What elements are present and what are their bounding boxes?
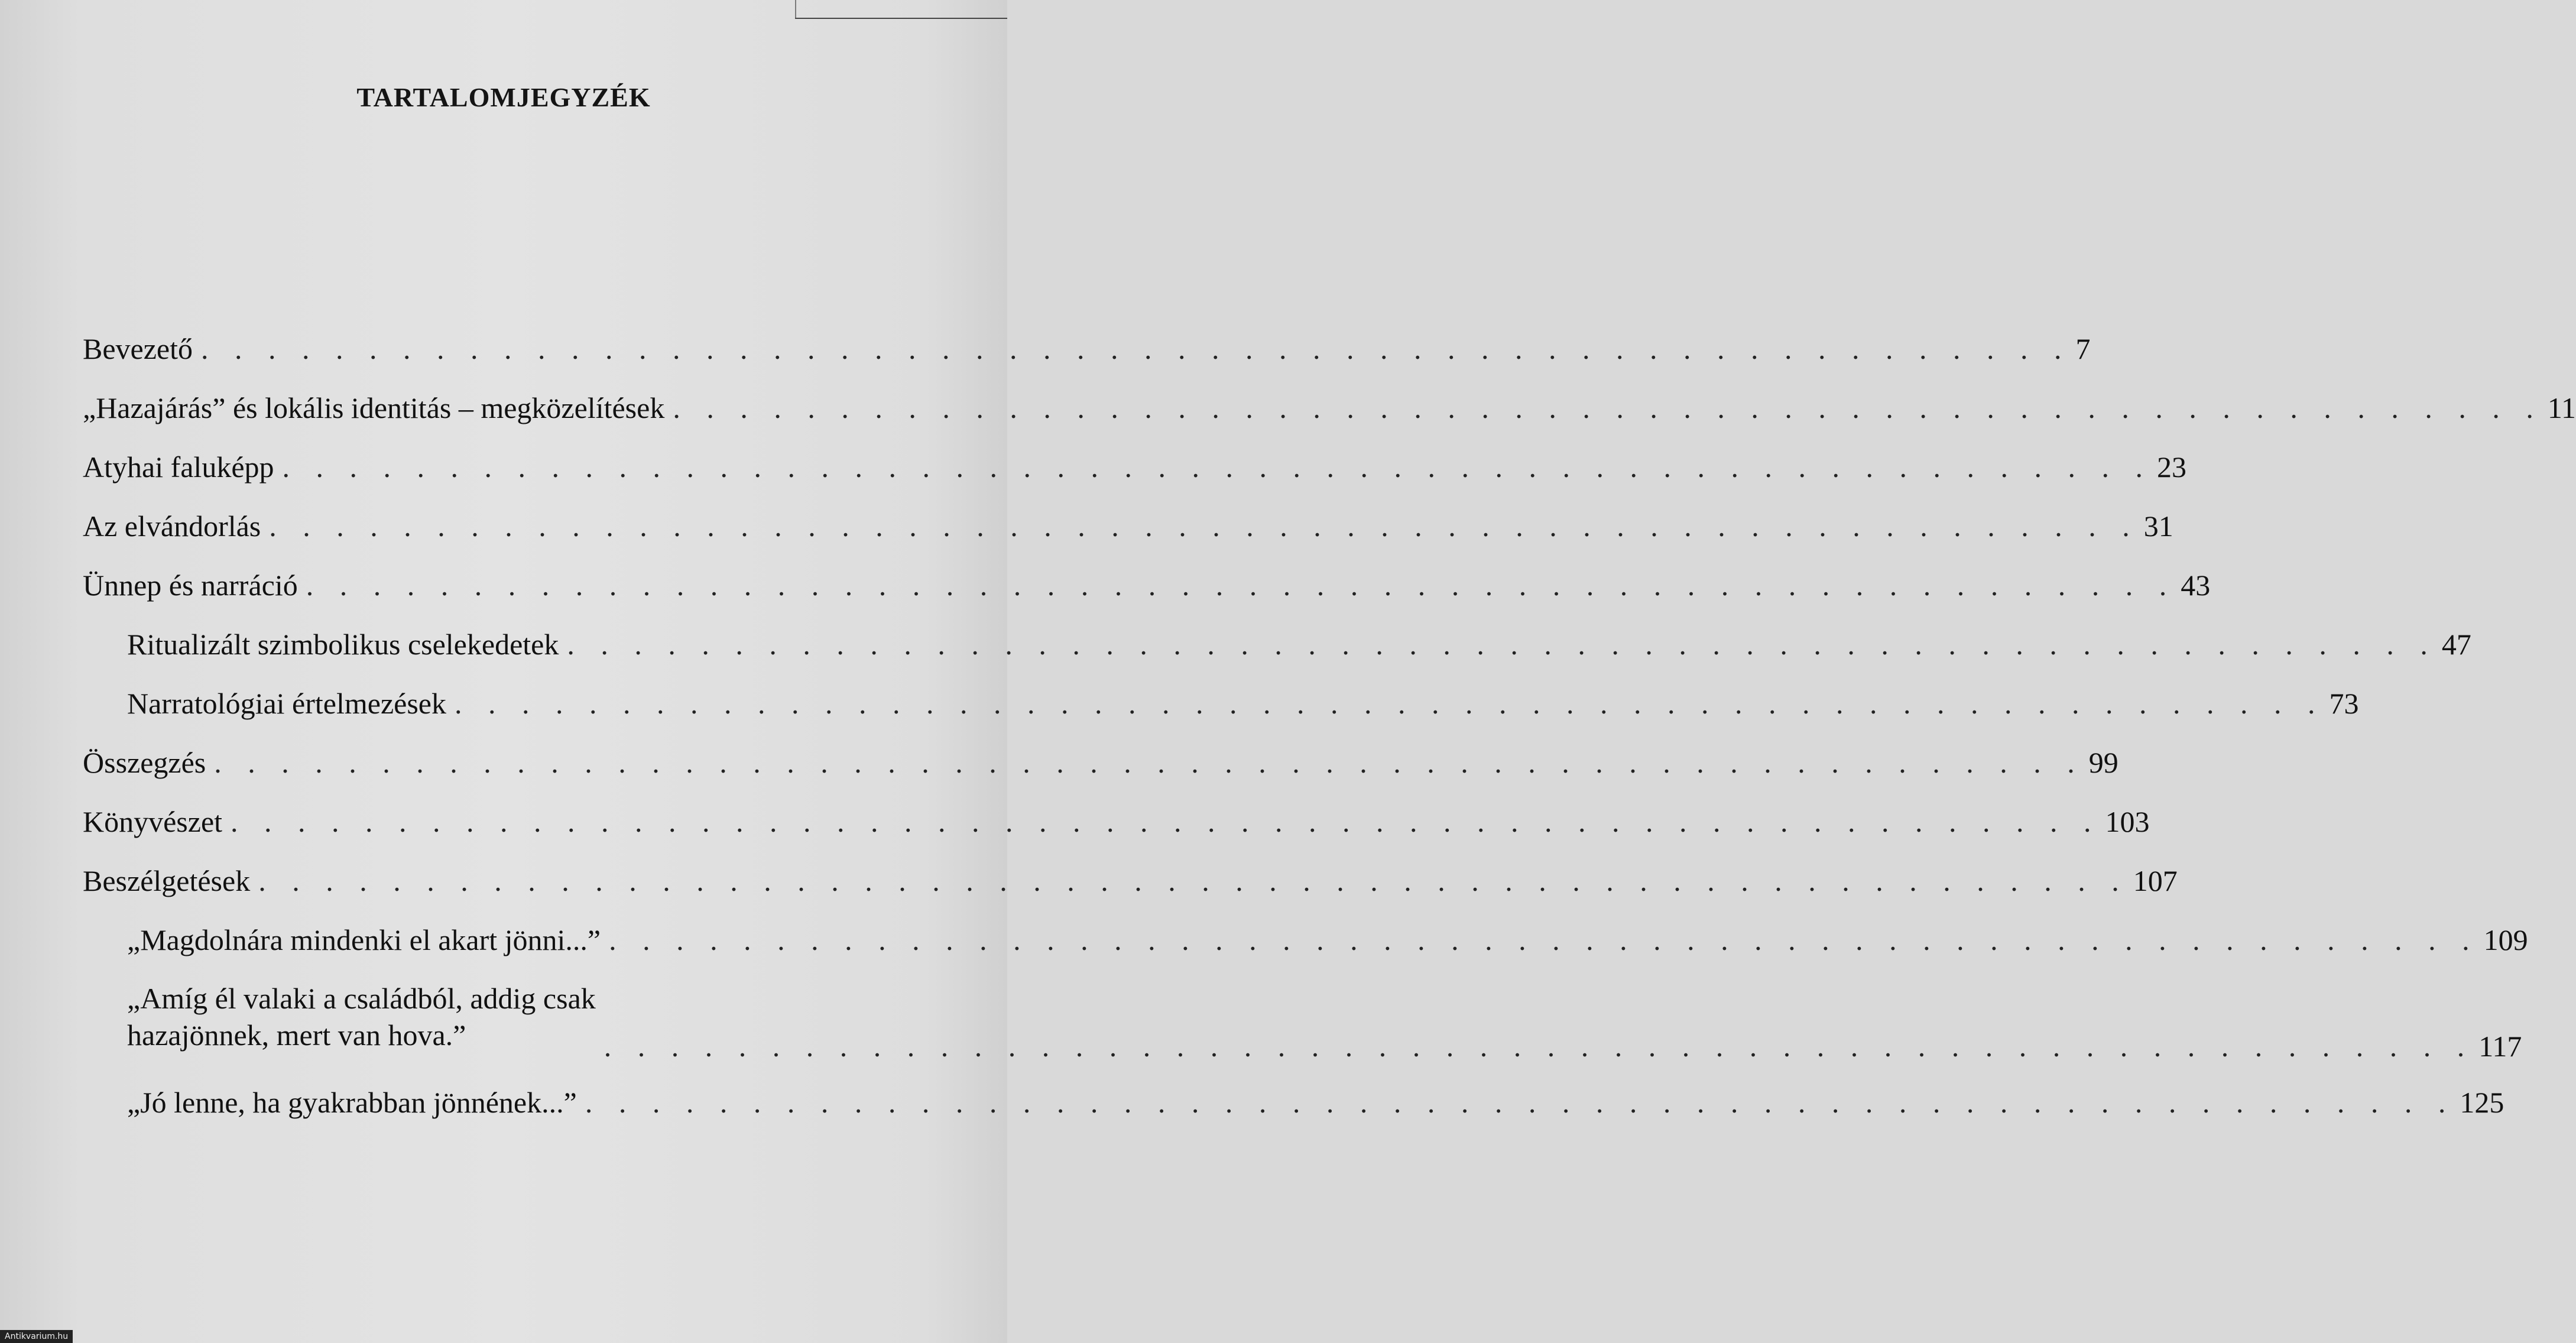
toc-subentry [83, 910, 2528, 969]
toc-entry-label: Narratológiai értelmezések [127, 687, 446, 720]
toc-entry [83, 497, 2173, 556]
toc-entry-label-line1: „Amíg él valaki a családból, addig csak [127, 982, 596, 1015]
toc-entry-label: „Jó lenne, ha gyakrabban jönnének...” [127, 1086, 577, 1119]
toc-entry-label: Beszélgetések [83, 864, 251, 897]
dot-leader [446, 674, 2325, 733]
toc-page-number: 43 [2181, 569, 2211, 602]
dot-leader [596, 1028, 2474, 1065]
toc-entry [83, 437, 2187, 497]
page-title: TARTALOMJEGYZÉK [356, 82, 651, 112]
dot-leader [193, 319, 2071, 378]
dot-leader [206, 733, 2084, 792]
toc-entry-label: Könyvészet [83, 805, 223, 838]
toc-entry [83, 851, 2178, 910]
toc-page-number: 11 [2547, 391, 2576, 424]
toc-page-number: 99 [2088, 746, 2118, 779]
toc-subentry [83, 969, 2522, 1073]
toc-entry-label: Ünnep és narráció [83, 569, 298, 602]
dot-leader [601, 910, 2479, 969]
corner-rule [795, 18, 1007, 19]
toc-subentry [83, 615, 2471, 674]
toc-entry-label: Összegzés [83, 746, 206, 779]
toc-entry-tail [596, 1028, 2522, 1073]
dot-leader [559, 615, 2437, 674]
dot-leader [577, 1073, 2455, 1132]
table-of-contents [83, 319, 2576, 1132]
toc-page-number: 103 [2105, 805, 2150, 838]
toc-entry [83, 733, 2118, 792]
toc-entry [83, 556, 2211, 615]
toc-subentry [83, 674, 2359, 733]
toc-entry-label: Az elvándorlás [83, 510, 261, 543]
toc-entry [83, 319, 2091, 378]
toc-page-number: 117 [2478, 1030, 2522, 1063]
toc-entry-label: „Hazajárás” és lokális identitás – megközelítések [83, 391, 665, 424]
dot-leader [222, 792, 2101, 851]
dot-leader [274, 437, 2153, 497]
toc-page-number: 107 [2133, 864, 2178, 897]
toc-page-number: 23 [2157, 450, 2187, 484]
toc-page-number: 125 [2460, 1086, 2504, 1119]
dot-leader [261, 497, 2139, 556]
dot-leader [298, 556, 2176, 615]
toc-entry [83, 792, 2150, 851]
dot-leader [250, 851, 2129, 910]
toc-page-number: 7 [2075, 332, 2091, 365]
toc-entry [83, 378, 2576, 437]
toc-subentry [83, 1073, 2504, 1132]
toc-page-number: 73 [2329, 687, 2359, 720]
toc-page-number: 47 [2441, 628, 2471, 661]
toc-page-number: 109 [2483, 923, 2528, 956]
toc-entry-label-block [127, 969, 596, 1053]
toc-entry-label: „Magdolnára mindenki el akart jönni...” [127, 923, 601, 956]
watermark: Antikvarium.hu [0, 1330, 73, 1343]
toc-entry-label: Atyhai faluképp [83, 450, 274, 484]
toc-entry-label: Ritualizált szimbolikus cselekedetek [127, 628, 559, 661]
toc-entry-label: Bevezető [83, 332, 193, 365]
toc-entry-label-line2: hazajönnek, mert van hova.” [127, 1018, 466, 1052]
dot-leader [664, 378, 2543, 437]
corner-mark [795, 0, 796, 19]
toc-page-number: 31 [2143, 510, 2173, 543]
